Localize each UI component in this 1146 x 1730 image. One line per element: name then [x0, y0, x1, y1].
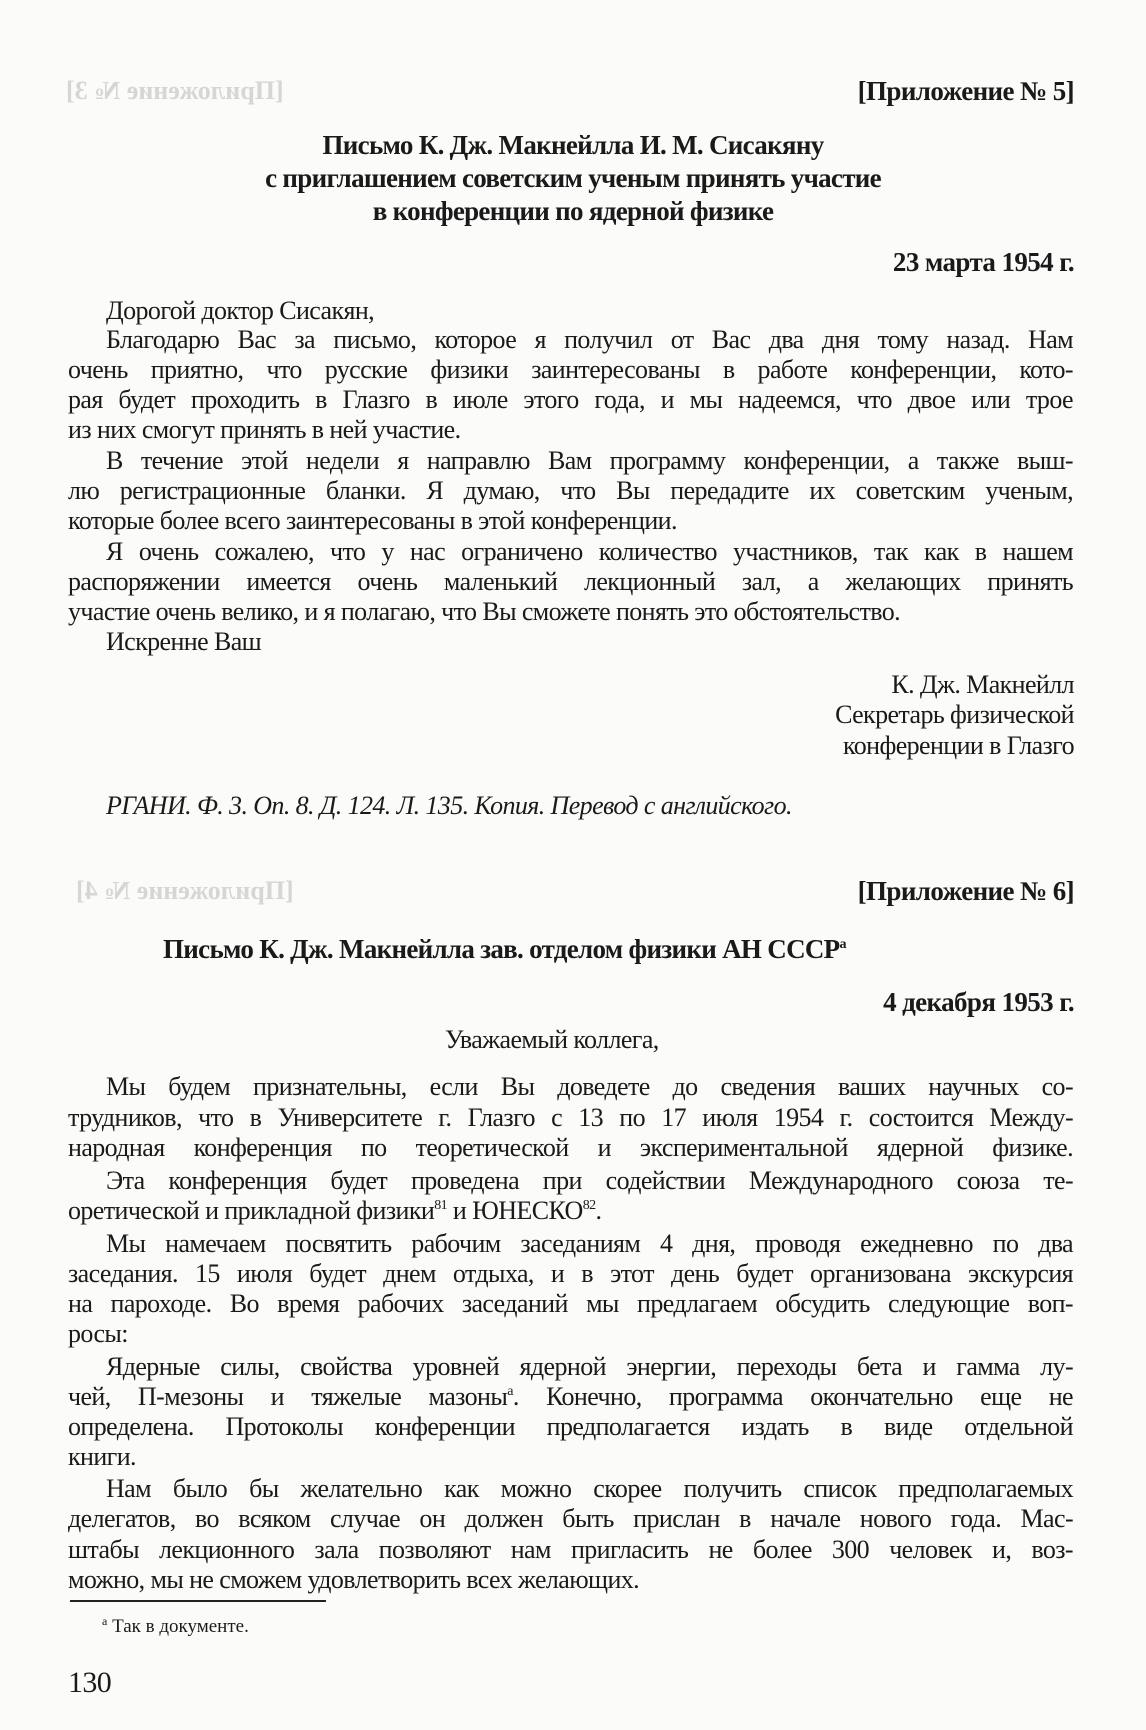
footnote-divider — [70, 1600, 326, 1602]
body-line: распоряжении имеется очень маленький лекционный зал, а желающих принять — [68, 567, 1073, 596]
appendix-label: [Приложение № 5] — [857, 76, 1074, 106]
document-title — [163, 934, 846, 964]
footnote-mark: а — [102, 1614, 108, 1628]
footnote-ref: а — [839, 937, 846, 952]
page-number: 130 — [68, 1666, 112, 1699]
signature-name: К. Дж. Макнейлл — [891, 670, 1074, 699]
document-date: 23 марта 1954 г. — [892, 247, 1074, 277]
document-title: Письмо К. Дж. Макнейлла И. М. Сисакяну — [322, 130, 824, 160]
salutation: Дорогой доктор Сисакян, — [106, 296, 375, 325]
body-text: . Конечно, программа окончательно еще не — [512, 1382, 1073, 1411]
body-line — [68, 1196, 601, 1226]
body-line: Мы будем признательны, если Вы доведете до сведения ваших научных со- — [106, 1072, 1073, 1101]
document-title: с приглашением советским ученым принять участие — [265, 163, 881, 193]
body-line — [68, 1382, 1073, 1412]
body-line: из них смогут принять в ней участие. — [68, 415, 461, 444]
body-line: штабы лекционного зала позволяют нам пригласить не более 300 человек и, воз- — [68, 1535, 1073, 1564]
body-line: лю регистрационные бланки. Я думаю, что Вы передадите их советским ученым, — [68, 476, 1073, 505]
endnote-ref: 81 — [434, 1198, 447, 1213]
body-text: оретической и прикладной физики — [68, 1196, 435, 1225]
body-line: рая будет проходить в Глазго в июле этого года, и мы надеемся, что двое или трое — [68, 385, 1073, 414]
footnote-text: Так в документе. — [107, 1616, 249, 1637]
body-line: народная конференция по теоретической и экспериментальной ядерной физике. — [68, 1133, 1073, 1162]
footnote — [102, 1612, 249, 1642]
document-date: 4 декабря 1953 г. — [883, 987, 1074, 1017]
body-line: росы: — [68, 1319, 128, 1348]
body-line: на пароходе. Во время рабочих заседаний мы предлагаем обсудить следующие воп- — [68, 1289, 1073, 1318]
body-line: которые более всего заинтересованы в этой конференции. — [68, 506, 677, 535]
body-line: очень приятно, что русские физики заинтересованы в работе конференции, кото- — [68, 355, 1073, 384]
body-line: участие очень велико, и я полагаю, что Вы сможете понять это обстоятельство. — [68, 597, 901, 626]
body-text: чей, П-мезоны и тяжелые мазоны — [68, 1382, 508, 1411]
endnote-ref: 82 — [582, 1198, 596, 1213]
appendix-label: [Приложение № 6] — [857, 876, 1074, 906]
body-line: заседания. 15 июля будет днем отдыха, и в этот день будет организована экскурсия — [68, 1259, 1073, 1288]
signature-title: конференции в Глазго — [843, 731, 1074, 760]
body-text: . — [595, 1196, 602, 1225]
body-text: и ЮНЕСКО — [447, 1196, 583, 1225]
document-title: в конференции по ядерной физике — [372, 196, 774, 226]
body-line: можно, мы не сможем удовлетворить всех желающих. — [68, 1565, 640, 1594]
body-line: Благодарю Вас за письмо, которое я получил от Вас два дня тому назад. Нам — [106, 325, 1073, 354]
footnote-ref: а — [507, 1384, 513, 1399]
signature-title: Секретарь физической — [835, 700, 1074, 729]
body-line: Нам было бы желательно как можно скорее получить список предполагаемых — [106, 1474, 1073, 1503]
salutation: Уважаемый коллега, — [445, 1025, 659, 1054]
body-line: Мы намечаем посвятить рабочим заседаниям 4 дня, проводя ежедневно по два — [106, 1229, 1073, 1258]
document-title-text: Письмо К. Дж. Макнейлла зав. отделом физики АН СССР — [163, 934, 840, 964]
body-line: Эта конференция будет проведена при содействии Международного союза те- — [106, 1166, 1073, 1195]
archive-source: РГАНИ. Ф. 3. Оп. 8. Д. 124. Л. 135. Копия. Перевод с английского. — [106, 791, 792, 820]
body-line: В течение этой недели я направлю Вам программу конференции, а также выш- — [106, 446, 1073, 475]
body-line: книги. — [68, 1442, 136, 1471]
body-line: делегатов, во всяком случае он должен быть прислан в начале нового года. Мас- — [68, 1504, 1073, 1533]
closing: Искренне Ваш — [106, 627, 262, 656]
body-line: определена. Протоколы конференции предполагается издать в виде отдельной — [68, 1412, 1073, 1441]
body-line: Я очень сожалею, что у нас ограничено количество участников, так как в нашем — [106, 537, 1073, 566]
bleed-through-text: [Приложение № 3] — [66, 76, 284, 105]
body-line: трудников, что в Университете г. Глазго с 13 по 17 июля 1954 г. состоится Между- — [68, 1103, 1073, 1132]
bleed-through-text: [Приложение № 4] — [76, 876, 294, 905]
body-line: Ядерные силы, свойства уровней ядерной энергии, переходы бета и гамма лу- — [106, 1352, 1073, 1381]
